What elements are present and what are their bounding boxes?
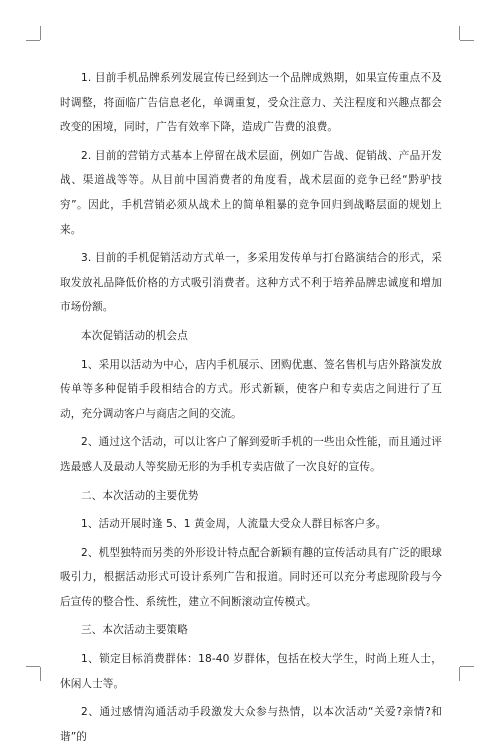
paragraph-9: 2、机型独特而另类的外形设计特点配合新颖有趣的宣传活动具有广泛的眼球吸引力，根据活动形式可设计系列广告和报道。同时还可以充分考虑现阶段与今后宣传的整合性、系统性，建立不间断滚动宣传模式。 [60,546,442,608]
crop-mark-bottom-left-v [40,667,41,681]
paragraph-12: 2、通过感情沟通活动手段激发大众参与热情，以本次活动“关爱?亲情?和谐”的 [60,706,442,743]
paragraph-2: 2. 目前的营销方式基本上停留在战术层面，例如广告战、促销战、产品开发战、渠道战等等。从目前中国消费者的角度看，战术层面的竞争已经“黔驴技穷”。因此，手机营销必须从战术上的简单粗暴的竞争回归到战略层面的规划上来。 [60,149,442,236]
crop-mark-bottom-right-v [459,667,460,681]
paragraph-8: 1、活动开展时逢 5、1 黄金周，人流量大受众人群目标客户多。 [81,518,387,531]
section-heading-advantages: 二、本次活动的主要优势 [81,489,199,502]
crop-mark-top-right-h [460,40,474,41]
paragraph-3: 3. 目前的手机促销活动方式单一，多采用发传单与打台路演结合的形式，采取发放礼品降低价格的方式吸引消费者。这种方式不利于培养品牌忠诚度和增加市场份额。 [60,252,442,314]
crop-mark-top-left-h [26,40,40,41]
document-body [60,66,442,749]
paragraph-1: 1. 目前手机品牌系列发展宣传已经到达一个品牌成熟期，如果宣传重点不及时调整，将面临广告信息老化，单调重复，受众注意力、关注程度和兴趣点都会改变的困境，同时，广告有效率下降，造成广告费的浪费。 [60,72,442,134]
paragraph-6: 2、通过这个活动，可以让客户了解到爱昕手机的一些出众性能，而且通过评选最感人及最动人等奖励无形的为手机专卖店做了一次良好的宣传。 [60,436,442,473]
paragraph-11: 1、锁定目标消费群体：18-40 岁群体，包括在校大学生，时尚上班人士，休闲人士等。 [60,653,442,690]
section-heading-strategy: 三、本次活动主要策略 [81,624,188,637]
crop-mark-top-right-v [459,26,460,40]
crop-mark-bottom-right-h [460,666,474,667]
paragraph-5: 1、采用以活动为中心，店内手机展示、团购优惠、签名售机与店外路演发放传单等多种促销手段相结合的方式。形式新颖，使客户和专卖店之间进行了互动，充分调动客户与商店之间的交流。 [60,358,442,420]
crop-mark-top-left-v [40,26,41,40]
crop-mark-bottom-left-h [26,666,40,667]
section-heading-opportunities: 本次促销活动的机会点 [81,329,188,342]
